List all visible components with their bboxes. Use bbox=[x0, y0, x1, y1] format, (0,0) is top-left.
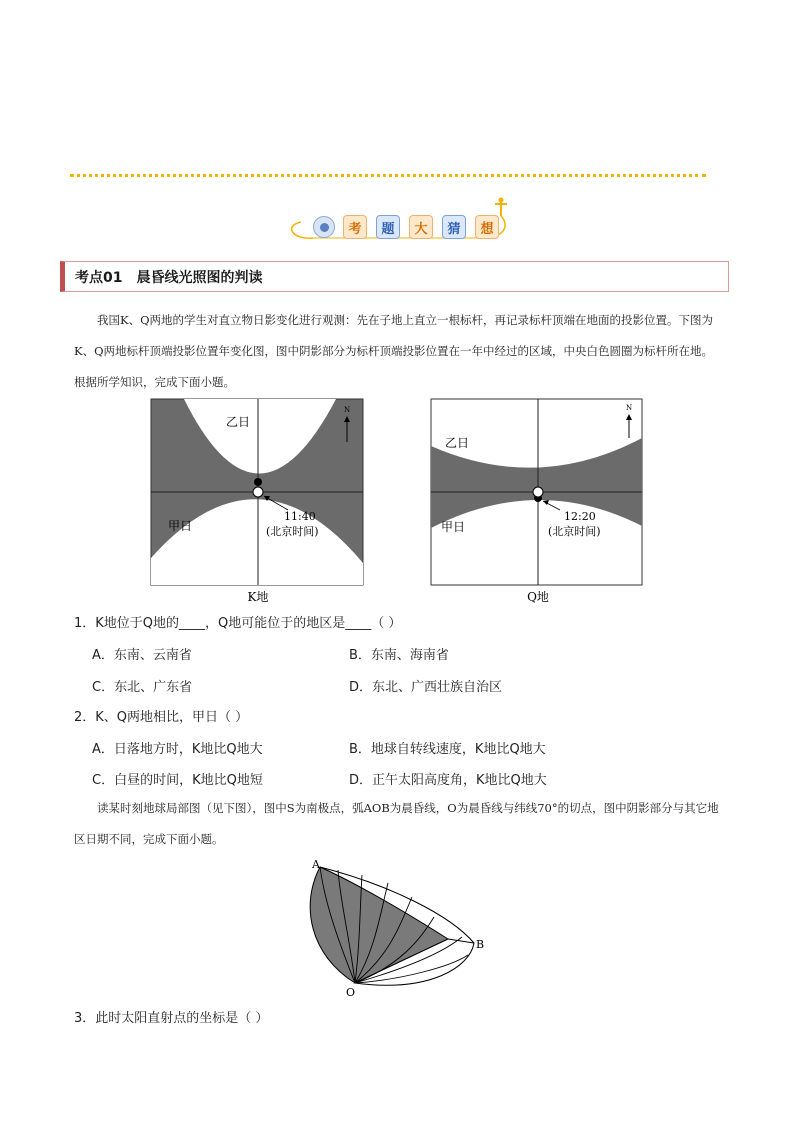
figure-polar-terminator bbox=[300, 855, 500, 1000]
section-code: 考点01 bbox=[75, 269, 123, 286]
q-caption: Q地 bbox=[527, 590, 549, 604]
second-paragraph: 读某时刻地球局部图（见下图），图中S为南极点，弧AOB为晨昏线，O为晨昏线与纬线70°的切点，图中阴影部分与其它地区日期不同，完成下面小题。 bbox=[74, 801, 719, 846]
question-3-stem: 3．此时太阳直射点的坐标是（ ） bbox=[74, 1011, 269, 1026]
question-1-stem: 1．K地位于Q地的____，Q地可能位于的地区是____（ ） bbox=[74, 616, 402, 631]
banner-dot-icon bbox=[313, 216, 335, 238]
figure-shadow-trace bbox=[148, 398, 648, 606]
question-1-option-d: D．东北、广西壮族自治区 bbox=[349, 680, 503, 695]
question-2-option-c: C．白昼的时间，K地比Q地短 bbox=[92, 773, 263, 788]
question-1-option-a: A．东南、云南省 bbox=[92, 648, 192, 663]
q-time: 12:20 bbox=[564, 510, 596, 523]
k-north-label: N bbox=[343, 406, 351, 414]
label-b: B bbox=[476, 938, 485, 951]
intro-paragraph: 我国K、Q两地的学生对直立物日影变化进行观测：先在子地上直立一根标杆，再记录标杆顶端在地面的投影位置。下图为K、Q两地标杆顶端投影位置年变化图，图中阴影部分为标杆顶端投影位置在一年中经过的区域，中央白色圆圈为标杆所在地。根据所学知识，完成下面小题。 bbox=[74, 313, 714, 389]
k-time-note: (北京时间) bbox=[266, 525, 319, 538]
section-heading bbox=[60, 261, 729, 292]
label-a: A bbox=[312, 858, 320, 871]
banner-char-4: 猜 bbox=[442, 215, 466, 239]
banner-char-3: 大 bbox=[409, 215, 433, 239]
panel-k bbox=[151, 399, 363, 604]
banner-char-2: 题 bbox=[376, 215, 400, 239]
k-time: 11:40 bbox=[284, 510, 316, 523]
question-2-option-b: B．地球自转线速度，K地比Q地大 bbox=[349, 742, 546, 757]
question-1-option-c: C．东北、广东省 bbox=[92, 680, 193, 695]
panel-q bbox=[431, 399, 642, 604]
question-2-option-d: D．正午太阳高度角，K地比Q地大 bbox=[349, 773, 547, 788]
banner-char-1: 考 bbox=[343, 215, 367, 239]
q-label-jia: 甲日 bbox=[441, 520, 466, 534]
question-1-option-b: B．东南、海南省 bbox=[349, 648, 449, 663]
q-time-note: (北京时间) bbox=[548, 525, 601, 538]
q-label-yi: 乙日 bbox=[445, 436, 470, 450]
section-banner bbox=[283, 196, 523, 246]
k-label-yi: 乙日 bbox=[226, 415, 251, 429]
k-caption: K地 bbox=[247, 590, 269, 604]
q-north-label: N bbox=[625, 404, 633, 412]
dotted-divider bbox=[70, 174, 706, 177]
k-label-jia: 甲日 bbox=[168, 519, 193, 533]
question-2-stem: 2．K、Q两地相比，甲日（ ） bbox=[74, 710, 249, 725]
section-title: 晨昏线光照图的判读 bbox=[136, 269, 263, 286]
label-o: O bbox=[346, 986, 356, 999]
question-2-option-a: A．日落地方时，K地比Q地大 bbox=[92, 742, 263, 757]
banner-char-5: 想 bbox=[475, 215, 499, 239]
